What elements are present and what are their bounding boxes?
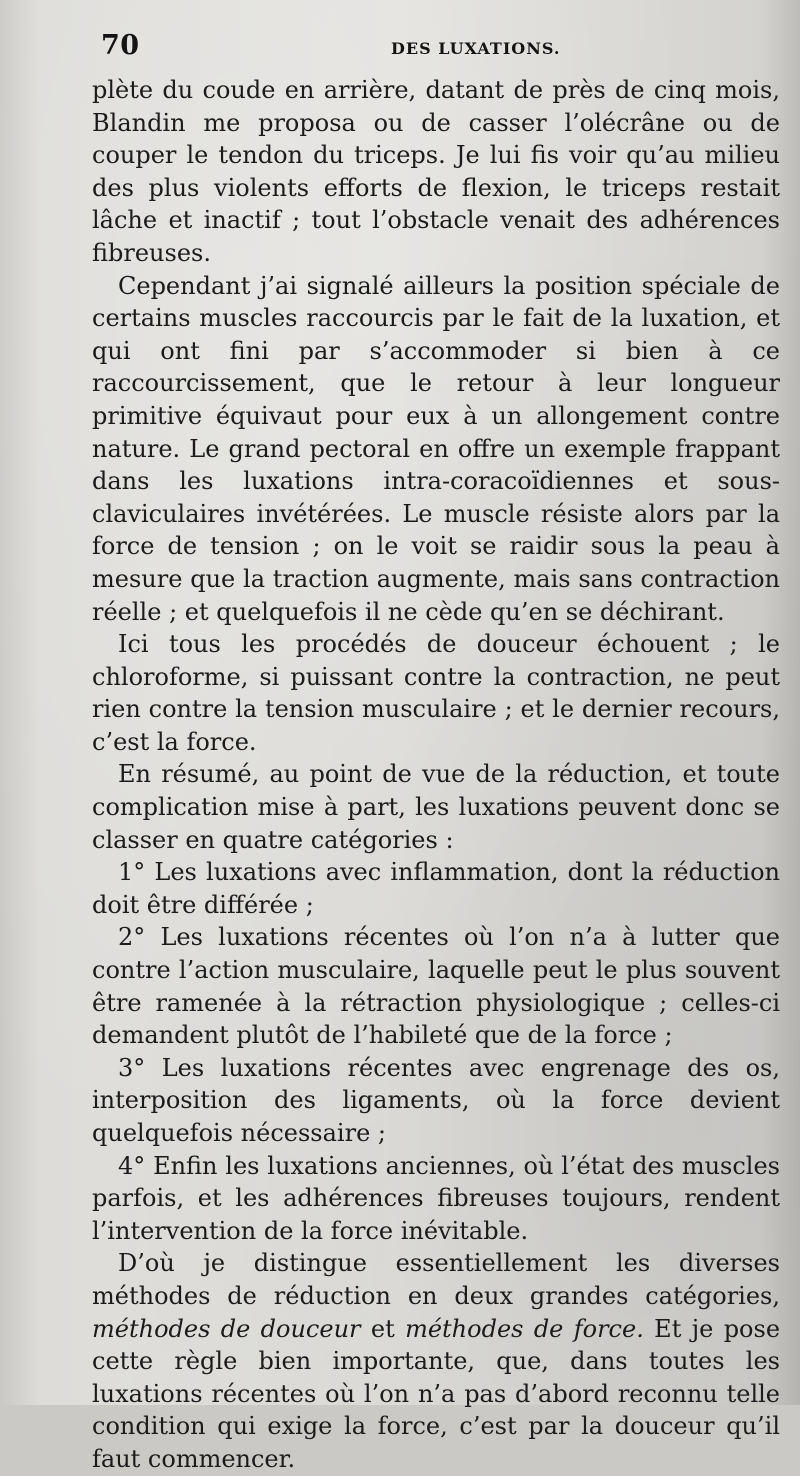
- final-text-part: Et je pose cette règle bien importante, que, dans toutes les luxations récentes où l’on n’a pas d’abord reconnu telle condition qui exige la force, c’est par la douceur qu’il faut commencer.: [92, 1314, 781, 1473]
- list-item: 2° Les luxations récentes où l’on n’a à lutter que contre l’action musculaire, laquelle peut le plus souvent être ramenée à la rétraction physiologique ; celles-ci demandent plutôt de l’habileté que de la force ;: [92, 923, 780, 1050]
- paragraph: En résumé, au point de vue de la réduction, et toute complication mise à part, les luxations peuvent donc se classer en quatre catégories :: [92, 760, 780, 854]
- list-item: 1° Les luxations avec inflammation, dont la réduction doit être différée ;: [92, 858, 780, 919]
- page-number: 70: [101, 30, 140, 61]
- paragraph: Ici tous les procédés de douceur échouent ; le chloroforme, si puissant contre la contraction, ne peut rien contre la tension musculaire ; et le dernier recours, c’est la force.: [92, 630, 780, 756]
- final-paragraph: [92, 1247, 780, 1475]
- italic-term: méthodes de force.: [405, 1314, 644, 1343]
- list-item: 3° Les luxations récentes avec engrenage des os, interposition des ligaments, où la force devient quelquefois nécessaire ;: [92, 1053, 780, 1147]
- final-text-part: D’où je distingue essentiellement les diverses méthodes de réduction en deux grandes catégories,: [92, 1249, 780, 1310]
- running-head: DES LUXATIONS.: [391, 39, 561, 58]
- paragraph: plète du coude en arrière, datant de près de cinq mois, Blandin me proposa ou de casser l’olécrâne ou de couper le tendon du triceps. Je lui fis voir qu’au milieu des plus violents efforts de flexion, le triceps restait lâche et inactif ; tout l’obstacle venait des adhérences fibreuses.: [92, 76, 780, 267]
- final-text-part: et: [360, 1314, 406, 1343]
- italic-term: méthodes de douceur: [92, 1314, 361, 1343]
- page-header: [101, 30, 781, 64]
- body-text: [92, 74, 780, 1476]
- list-item: 4° Enfin les luxations anciennes, où l’état des muscles parfois, et les adhérences fibreuses toujours, rendent l’intervention de la force inévitable.: [92, 1151, 780, 1245]
- paragraph: Cependant j’ai signalé ailleurs la position spéciale de certains muscles raccourcis par le fait de la luxation, et qui ont fini par s’accommoder si bien à ce raccourcissement, que le retour à leur longueur primitive équivaut pour eux à un allongement contre nature. Le grand pectoral en offre un exemple frappant dans les luxations intra-coracoïdiennes et sous-claviculaires invétérées. Le muscle résiste alors par la force de tension ; on le voit se raidir sous la peau à mesure que la traction augmente, mais sans contraction réelle ; et quelquefois il ne cède qu’en se déchirant.: [92, 271, 780, 626]
